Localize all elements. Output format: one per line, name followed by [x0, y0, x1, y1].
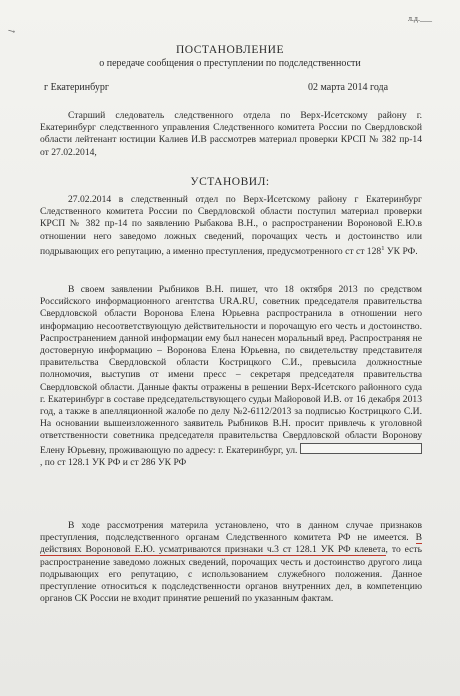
findings-text-a: В ходе рассмотрения материла установлено, что в данном случае признаков преступления, подследственного органам Следственного комитета РФ не имеется.: [40, 520, 422, 544]
document-title: ПОСТАНОВЛЕНИЕ: [176, 44, 284, 56]
intro-paragraph: [40, 110, 422, 159]
article-superscript: 1: [381, 244, 385, 252]
highlighted-finding: В действиях Вороновой Е.Ю. усматриваются признаки ч.3 ст 128.1 УК РФ клевета: [40, 532, 422, 556]
statement-tail: , по ст 128.1 УК РФ и ст 286 УК РФ: [40, 456, 187, 468]
paragraph-findings: [40, 520, 422, 605]
issue-date: 02 марта 2014 года: [308, 82, 389, 93]
document-subtitle: о передаче сообщения о преступлении по подследственности: [99, 58, 361, 69]
findings-text-b: , то есть распространение заведомо ложных сведений, порочащих честь и достоинство другого лица подрывающих его репутацию, с использованием служебного положения. Данное преступление относиться к подследственности органов внутренних дел, в компетенцию органов СК России не входит принятие решений по указанным фактам.: [40, 544, 422, 605]
pen-mark: ↘: [5, 24, 18, 38]
redacted-address-box: [300, 443, 422, 454]
statement-text: В своем заявлении Рыбников В.Н. пишет, что 18 октября 2013 по средством Российского информационного агентства URA.RU, советник председателя правительства Свердловской области Воронова Елена Юрьевна распространила в отношении него информацию несоответствующую действительности и порочащую его честь и достоинство. Распространением данной информации ему был нанесен моральный вред. Распространяя не достоверную информацию – Воронова Елена Юрьевна, по свидетельству представителя правительства Свердловской области Кострицкого С.И., превысила должностные полномочия, выступив от имени пресс – секретаря председателя правительства Свердловской области. Данные факты отражены в решении Верх-Исетского районного суда г. Екатеринбург в составе председательствующего судьи Майоровой И.В. от 16 декабря 2013 год, а также в апелляционной жалобе по делу №2-6112/2013 за подписью Кострицкого С.И. На основании вышеизложенного заявитель Рыбников В.Н. просит привлечь к уголовной ответственности советника председателя правительства Свердловской области Воронову Елену Юрьевну, проживающую по адресу: г. Екатеринбург, ул.: [40, 284, 422, 456]
receipt-text: 27.02.2014 в следственный отдел по Верх-Исетскому району г Екатеринбург Следственного комитета России по Свердловской области поступил материал проверки КРСП № 382 пр-14 по заявлению Рыбакова В.Н., о распространении Вороновой Е.Ю.в отношении него заведомо ложных сведений, порочащих честь и достоинство или подрывающих его репутацию, а именно преступления, предусмотренного ст ст 128: [40, 194, 422, 257]
page-number: л.д.___: [407, 14, 432, 23]
place-of-issue: г Екатеринбург: [44, 82, 109, 93]
section-heading: УСТАНОВИЛ:: [190, 176, 270, 188]
receipt-tail: УК РФ.: [384, 246, 418, 257]
paragraph-statement: [40, 284, 422, 469]
paragraph-receipt: [40, 194, 422, 258]
intro-text: Старший следователь следственного отдела по Верх-Исетскому району г. Екатеринбург следственного управления Следственного комитета России по Свердловской области лейтенант юстиции Калиев И.В рассмотрев материал проверки КРСП № 382 пр-14 от 27.02.2014,: [40, 110, 422, 158]
